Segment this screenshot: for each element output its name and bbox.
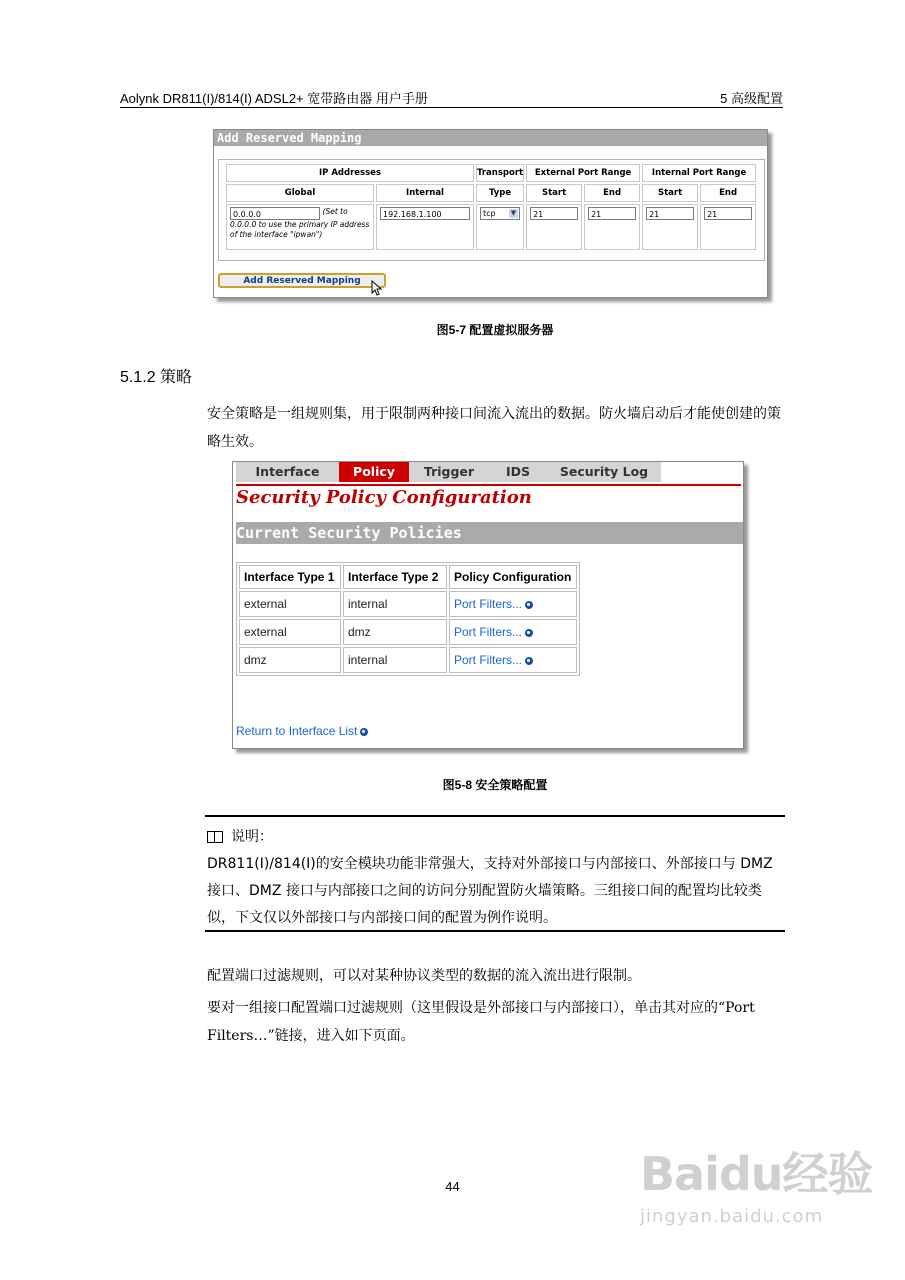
note-heading: [207, 826, 273, 846]
body-paragraph-2: 要对一组接口配置端口过滤规则（这里假设是外部接口与内部接口），单击其对应的“Port Filters…”链接，进入如下页面。: [207, 1000, 755, 1044]
tab-policy[interactable]: Policy: [339, 462, 409, 482]
port-filters-link[interactable]: Port Filters...: [454, 653, 523, 667]
transport-type-value: tcp: [483, 209, 496, 218]
row-1-type-1: external: [239, 591, 341, 617]
int-end-cell: [700, 204, 756, 250]
tab-interface[interactable]: Interface: [236, 462, 339, 482]
current-policies-bar: Current Security Policies: [236, 522, 743, 544]
watermark-url: jingyan.baidu.com: [640, 1206, 824, 1227]
header-title: Aolynk DR811(I)/814(I) ADSL2+ 宽带路由器 用户手册: [120, 91, 428, 106]
port-filters-link[interactable]: Port Filters...: [454, 625, 523, 639]
col-global: Global: [226, 184, 374, 202]
note-title: 说明：: [231, 828, 273, 844]
mouse-pointer-icon: [371, 280, 382, 300]
int-start-input[interactable]: 21: [646, 207, 694, 220]
return-to-interface-list: [236, 724, 368, 738]
ext-start-cell: [526, 204, 582, 250]
col-interface-type-1: Interface Type 1: [239, 565, 341, 589]
figure-5-7-caption: 图5-7 配置虚拟服务器: [436, 323, 554, 337]
security-policy-screenshot: [232, 461, 744, 749]
col-ext-start: Start: [526, 184, 582, 202]
global-ip-input[interactable]: 0.0.0.0: [230, 207, 320, 220]
internal-cell: [376, 204, 474, 250]
global-cell: [226, 204, 374, 250]
table-row: [239, 619, 577, 645]
col-int-end: End: [700, 184, 756, 202]
reserved-mapping-title: Add Reserved Mapping: [214, 130, 767, 146]
port-filters-link[interactable]: Port Filters...: [454, 597, 523, 611]
chevron-down-icon[interactable]: ▼: [510, 209, 517, 217]
policies-table: [236, 562, 580, 676]
watermark-logo-text: Baidu经验: [640, 1147, 873, 1201]
col-external-port-range: External Port Range: [526, 164, 640, 182]
col-interface-type-2: Interface Type 2: [343, 565, 447, 589]
figure-5-8-caption: 图5-8 安全策略配置: [442, 778, 548, 792]
arrow-circle-icon[interactable]: [525, 657, 533, 665]
col-int-start: Start: [642, 184, 698, 202]
arrow-circle-icon[interactable]: [525, 601, 533, 609]
ext-start-input[interactable]: 21: [530, 207, 578, 220]
col-internal: Internal: [376, 184, 474, 202]
header-chapter: 5 高级配置: [720, 91, 783, 106]
body-paragraph-1: 配置端口过滤规则，可以对某种协议类型的数据的流入流出进行限制。: [207, 968, 641, 984]
row-3-config-cell: [449, 647, 577, 673]
tab-security-log[interactable]: Security Log: [547, 462, 661, 482]
book-icon: [207, 831, 223, 843]
row-2-type-1: external: [239, 619, 341, 645]
tab-trigger[interactable]: Trigger: [409, 462, 489, 482]
internal-ip-input[interactable]: 192.168.1.100: [380, 207, 470, 220]
row-3-type-1: dmz: [239, 647, 341, 673]
table-row: [239, 591, 577, 617]
type-cell: [476, 204, 524, 250]
tab-ids[interactable]: IDS: [489, 462, 547, 482]
col-ip-addresses: IP Addresses: [226, 164, 474, 182]
col-type: Type: [476, 184, 524, 202]
section-title: 5.1.2 策略: [120, 369, 193, 386]
note-top-rule: [205, 815, 785, 817]
col-internal-port-range: Internal Port Range: [642, 164, 756, 182]
security-policy-heading: Security Policy Configuration: [236, 487, 532, 508]
row-1-type-2: internal: [343, 591, 447, 617]
arrow-circle-icon[interactable]: [360, 728, 368, 736]
int-end-input[interactable]: 21: [704, 207, 752, 220]
return-link-label[interactable]: Return to Interface List: [236, 724, 358, 738]
arrow-circle-icon[interactable]: [525, 629, 533, 637]
row-1-config-cell: [449, 591, 577, 617]
transport-type-select[interactable]: [480, 207, 520, 220]
add-reserved-mapping-button[interactable]: Add Reserved Mapping: [218, 273, 386, 288]
baidu-watermark: [640, 1138, 873, 1227]
col-ext-end: End: [584, 184, 640, 202]
reserved-mapping-frame: [218, 159, 765, 261]
col-transport: Transport: [476, 164, 524, 182]
row-2-type-2: dmz: [343, 619, 447, 645]
header-rule: [120, 107, 783, 108]
page-number: 44: [445, 1179, 460, 1194]
reserved-mapping-table: [224, 162, 758, 252]
tab-underline: [236, 484, 741, 486]
row-2-config-cell: [449, 619, 577, 645]
global-ip-note: (Set to 0.0.0.0 to use the primary IP address of the interface "ipwan"): [230, 207, 370, 239]
ext-end-input[interactable]: 21: [588, 207, 636, 220]
reserved-mapping-screenshot: [213, 129, 768, 298]
table-row: [239, 647, 577, 673]
note-body: DR811(I)/814(I)的安全模块功能非常强大，支持对外部接口与内部接口、外部接口与 DMZ 接口、DMZ 接口与内部接口之间的访问分别配置防火墙策略。三组接口间的配置均比较类似，下文仅以外部接口与内部接口间的配置为例作说明。: [207, 856, 773, 926]
note-bottom-rule: [205, 930, 785, 932]
col-policy-configuration: Policy Configuration: [449, 565, 577, 589]
row-3-type-2: internal: [343, 647, 447, 673]
ext-end-cell: [584, 204, 640, 250]
int-start-cell: [642, 204, 698, 250]
section-paragraph: 安全策略是一组规则集，用于限制两种接口间流入流出的数据。防火墙启动后才能使创建的策略生效。: [207, 406, 781, 450]
